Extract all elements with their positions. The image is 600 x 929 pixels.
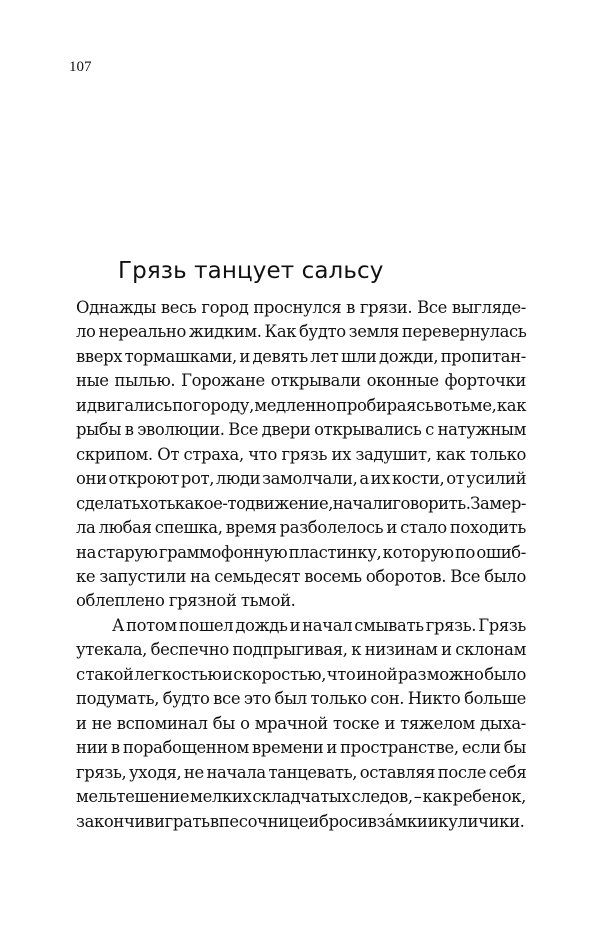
text-line: закончив играть в песочнице и бросив за́мки и куличики.	[76, 811, 525, 831]
text-line: вверх тормашками, и девять лет шли дожди, пропитан-	[76, 346, 526, 366]
text-line: грязь, уходя, не начала танцевать, оставляя после себя	[76, 762, 527, 782]
text-line: подумать, будто все это был только сон. Никто больше	[76, 689, 526, 709]
paragraph-2	[76, 614, 526, 834]
paragraph-1	[76, 296, 526, 614]
page-number: 107	[69, 59, 92, 75]
text-line: на старую граммофонную пластинку, которую по ошиб-	[76, 542, 526, 562]
text-line: с такой легкостью и скоростью, что иной раз можно было	[76, 664, 526, 684]
text-line: рыбы в эволюции. Все двери открывались с натужным	[76, 420, 526, 440]
text-line: сделать хоть какое-то движение, начали говорить. Замер-	[76, 493, 526, 513]
text-line: и двигались по городу, медленно пробираясь во тьме, как	[76, 395, 527, 415]
body-text	[76, 296, 526, 834]
chapter-title: Грязь танцует сальсу	[118, 258, 384, 284]
text-line: утекала, беспечно подпрыгивая, к низинам и склонам	[76, 640, 526, 660]
text-line: скрипом. От страха, что грязь их задушит, как только	[76, 444, 526, 464]
text-line: ные пылью. Горожане открывали оконные форточки	[76, 371, 526, 391]
text-line: облеплено грязной тьмой.	[76, 591, 296, 611]
text-line: ло нереально жидким. Как будто земля перевернулась	[76, 322, 527, 342]
text-line: А потом пошел дождь и начал смывать грязь. Грязь	[112, 615, 526, 635]
text-line: Однажды весь город проснулся в грязи. Все выгляде-	[76, 298, 526, 317]
text-line: ке запустили на семьдесят восемь оборотов. Все было	[76, 566, 526, 586]
text-line: мельтешение мелких складчатых следов, – как ребенок,	[76, 787, 526, 807]
text-line: они откроют рот, люди замолчали, а их кости, от усилий	[76, 469, 527, 489]
text-line: ла любая спешка, время разболелось и стало походить	[76, 518, 526, 538]
text-line: и не вспоминал бы о мрачной тоске и тяжелом дыха-	[76, 713, 526, 733]
text-line: нии в порабощенном времени и пространстве, если бы	[76, 738, 526, 758]
